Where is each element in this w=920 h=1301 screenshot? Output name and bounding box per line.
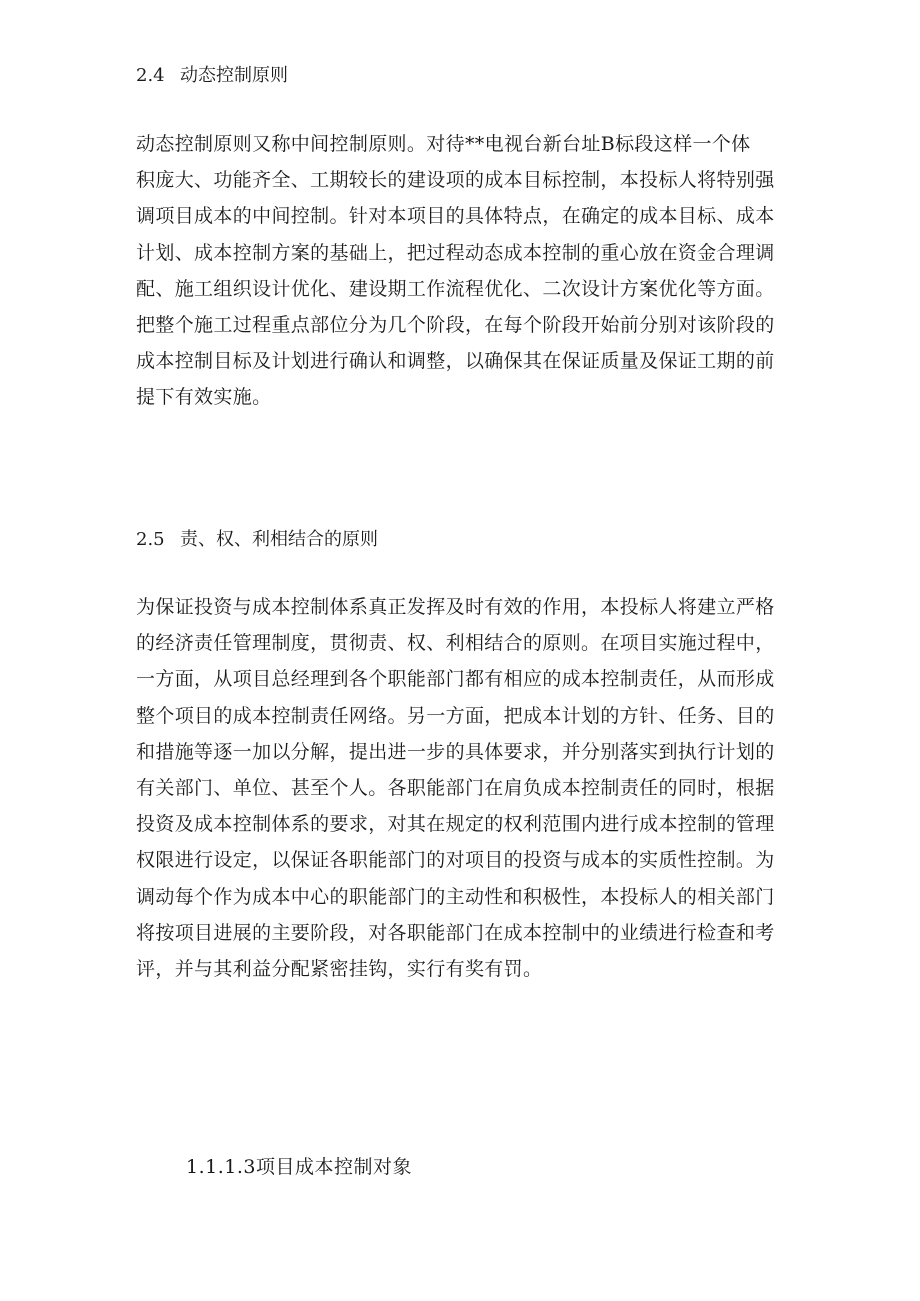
- paragraph-line: 配、施工组织设计优化、建设期工作流程优化、二次设计方案优化等方面。: [136, 277, 775, 300]
- paragraph-line: 为保证投资与成本控制体系真正发挥及时有效的作用，本投标人将建立严格: [136, 596, 775, 618]
- paragraph-responsibility: [136, 589, 796, 987]
- section-number: 2.5: [136, 529, 165, 550]
- section-heading-2-5: [136, 528, 378, 552]
- section-heading-2-4: [136, 64, 288, 88]
- section-title: 责、权、利相结合的原则: [180, 529, 378, 550]
- paragraph-line: 调项目成本的中间控制。针对本项目的具体特点，在确定的成本目标、成本: [136, 205, 775, 228]
- paragraph-dynamic-control: [136, 126, 796, 416]
- paragraph-line: 积庞大、功能齐全、工期较长的建设项的成本目标控制，本投标人将特别强: [136, 169, 775, 192]
- section-number: 2.4: [136, 65, 165, 86]
- paragraph-line: 权限进行设定，以保证各职能部门的对项目的投资与成本的实质性控制。为: [136, 849, 775, 872]
- paragraph-line: 有关部门、单位、甚至个人。各职能部门在肩负成本控制责任的同时，根据: [136, 776, 775, 799]
- paragraph-line: 一方面，从项目总经理到各个职能部门都有相应的成本控制责任，从而形成: [136, 668, 775, 691]
- paragraph-line: 动态控制原则又称中间控制原则。对待**电视台新台址B标段这样一个体: [136, 133, 751, 155]
- section-title: 动态控制原则: [180, 65, 288, 86]
- paragraph-line: 成本控制目标及计划进行确认和调整，以确保其在保证质量及保证工期的前: [136, 350, 775, 373]
- paragraph-line: 和措施等逐一加以分解，提出进一步的具体要求，并分别落实到执行计划的: [136, 740, 775, 763]
- paragraph-line: 调动每个作为成本中心的职能部门的主动性和积极性，本投标人的相关部门: [136, 885, 775, 908]
- paragraph-line: 整个项目的成本控制责任网络。另一方面，把成本计划的方针、任务、目的: [136, 704, 775, 727]
- subsection-title: 项目成本控制对象: [255, 1156, 412, 1178]
- paragraph-line: 将按项目进展的主要阶段，对各职能部门在成本控制中的业绩进行检查和考: [136, 921, 775, 944]
- paragraph-line: 提下有效实施。: [136, 386, 272, 409]
- paragraph-line: 的经济责任管理制度，贯彻责、权、利相结合的原则。在项目实施过程中，: [136, 632, 775, 655]
- subsection-heading: [186, 1154, 412, 1180]
- paragraph-line: 评，并与其利益分配紧密挂钩，实行有奖有罚。: [136, 957, 543, 980]
- paragraph-line: 投资及成本控制体系的要求，对其在规定的权利范围内进行成本控制的管理: [136, 813, 775, 836]
- subsection-number: 1.1.1.3: [186, 1156, 256, 1178]
- paragraph-line: 计划、成本控制方案的基础上，把过程动态成本控制的重心放在资金合理调: [136, 241, 775, 264]
- paragraph-line: 把整个施工过程重点部位分为几个阶段，在每个阶段开始前分别对该阶段的: [136, 313, 775, 336]
